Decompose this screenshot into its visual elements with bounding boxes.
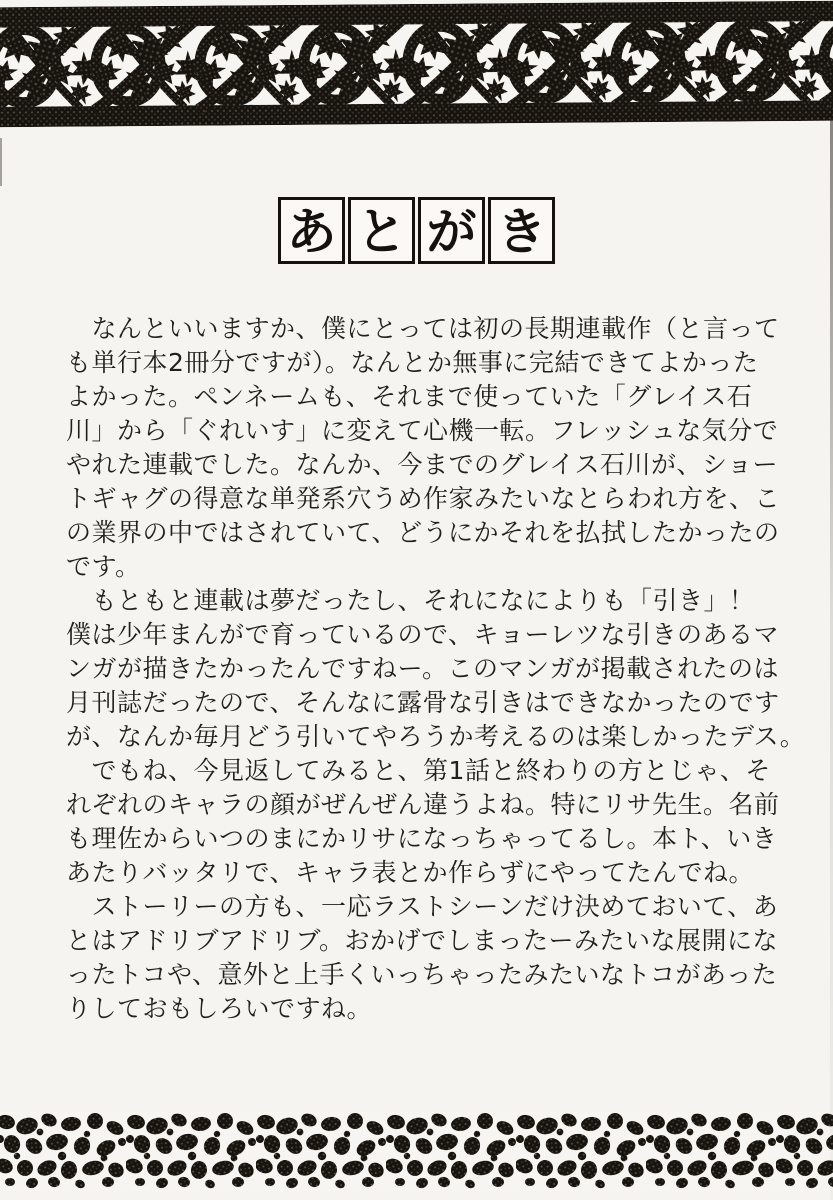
text-line: トギャグの得意な単発系穴うめ作家みたいなとらわれ方を、こ xyxy=(66,484,781,513)
title-char: あ xyxy=(286,202,337,261)
text-line: ンガが描きたかったんですねー。このマンガが掲載されたのは xyxy=(66,654,780,683)
text-line: 川」から「ぐれいす」に変えて心機一転。フレッシュな気分で xyxy=(66,416,779,445)
afterword-text xyxy=(66,312,806,1026)
afterword-title xyxy=(278,197,555,264)
text-line: やれた連載でした。なんか、今までのグレイス石川が、ショー xyxy=(66,450,779,479)
text-line: れぞれのキャラの顔がぜんぜん違うよね。特にリサ先生。名前 xyxy=(66,790,780,819)
text-line: もともと連載は夢だったし、それになによりも「引き」！ xyxy=(66,586,755,615)
text-line: よかった。ペンネームも、それまで使っていた「グレイス石 xyxy=(66,382,753,411)
text-line: なんといいますか、僕にとっては初の長期連載作（と言って xyxy=(66,314,780,343)
page-edge-mark xyxy=(0,138,2,186)
text-line: ストーリーの方も、一応ラストシーンだけ決めておいて、あ xyxy=(66,892,779,921)
text-line: も理佐からいつのまにかリサになっちゃってるし。本ト、いき xyxy=(66,824,778,853)
top-border-ornament xyxy=(0,1,833,128)
title-char-box xyxy=(348,197,415,264)
bottom-border-ornament xyxy=(0,1111,833,1191)
text-line: あたりバッタリで、キャラ表とか作らずにやってたんでね。 xyxy=(66,858,755,887)
title-char-box xyxy=(418,197,485,264)
title-char: と xyxy=(356,202,407,261)
vine-border-icon xyxy=(0,1,833,128)
title-char-box xyxy=(278,197,345,264)
text-line: りしておもしろいですね。 xyxy=(66,994,373,1023)
text-line: 月刊誌だったので、そんなに露骨な引きはできなかったのです xyxy=(66,688,780,717)
text-line: です。 xyxy=(66,552,141,581)
title-char: が xyxy=(426,202,477,261)
title-char: き xyxy=(496,202,547,261)
text-line: 僕は少年まんがで育っているので、キョーレツな引きのあるマ xyxy=(66,620,780,649)
text-line: が、なんか毎月どう引いてやろうか考えるのは楽しかったデス。 xyxy=(66,722,806,751)
text-line: でもね、今見返してみると、第1話と終わりの方とじゃ、そ xyxy=(66,756,771,785)
text-line: も単行本2冊分ですが）。なんとか無事に完結できてよかった xyxy=(66,348,759,377)
title-char-box xyxy=(488,197,555,264)
text-line: の業界の中ではされていて、どうにかそれを払拭したかったの xyxy=(66,518,780,547)
text-line: とはアドリブアドリブ。おかげでしまったーみたいな展開にな xyxy=(66,926,779,955)
pebble-border-icon xyxy=(0,1111,833,1191)
text-line: ったトコや、意外と上手くいっちゃったみたいなトコがあった xyxy=(66,960,778,989)
